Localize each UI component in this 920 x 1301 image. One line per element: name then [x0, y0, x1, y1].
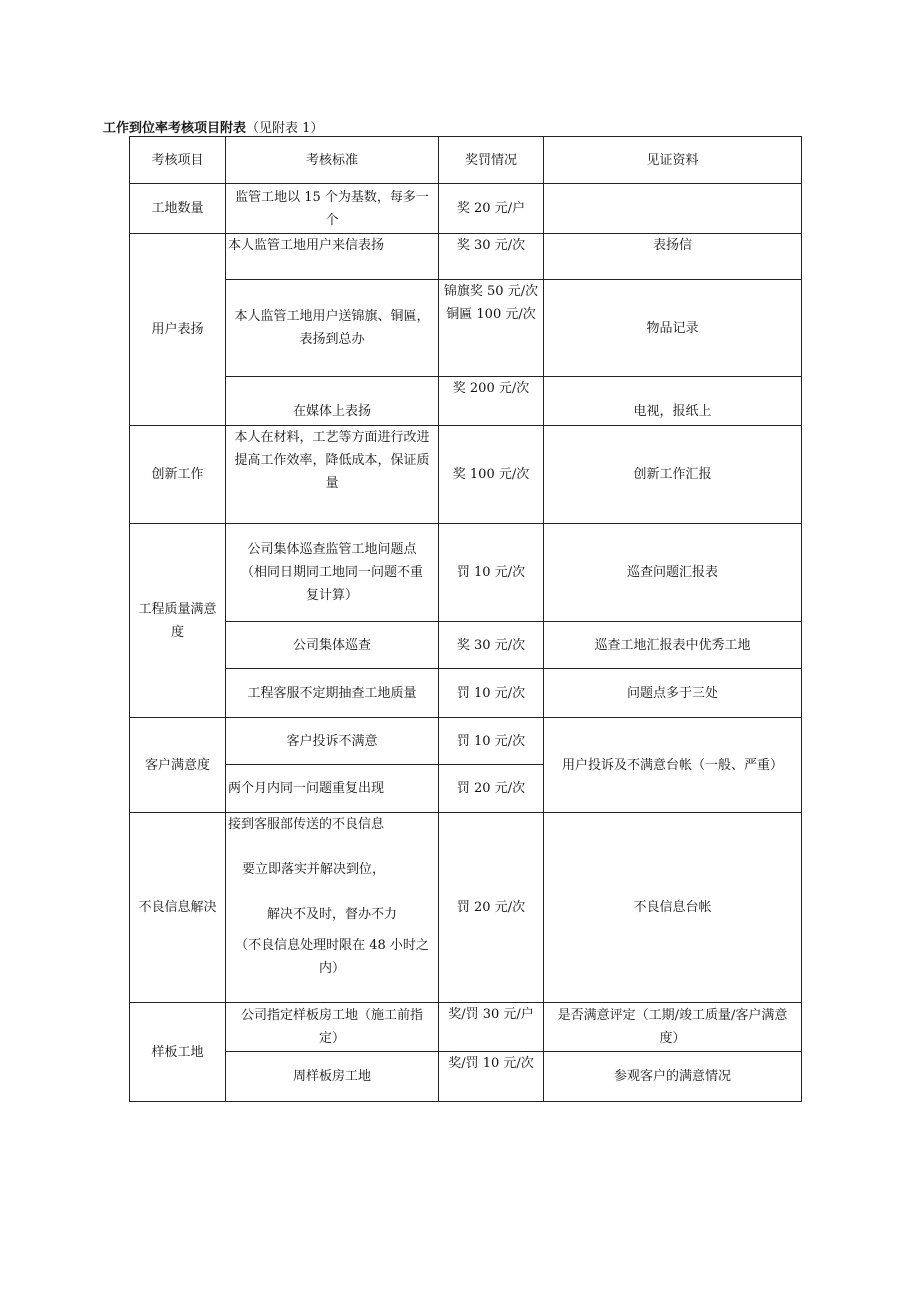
standard-cell: 周样板房工地 [226, 1052, 439, 1102]
standard-cell: 本人监管工地用户来信表扬 [226, 234, 439, 280]
evidence-cell: 表扬信 [544, 234, 802, 280]
title-note: （见附表 1） [246, 121, 324, 136]
item-cell: 客户满意度 [130, 718, 226, 813]
standard-cell: 工程客服不定期抽查工地质量 [226, 669, 439, 718]
page-title [103, 117, 323, 136]
reward-cell: 奖 30 元/次 [439, 622, 544, 669]
evidence-cell: 物品记录 [544, 280, 802, 377]
table-row [130, 813, 802, 1003]
reward-cell: 锦旗奖 50 元/次 铜匾 100 元/次 [439, 280, 544, 377]
header-reward: 奖罚情况 [439, 137, 544, 184]
table-row [130, 524, 802, 622]
reward-cell: 奖 100 元/次 [439, 426, 544, 524]
evidence-cell: 电视，报纸上 [544, 377, 802, 426]
table-row [130, 1003, 802, 1052]
item-cell: 创新工作 [130, 426, 226, 524]
table-row [130, 280, 802, 377]
evidence-cell: 问题点多于三处 [544, 669, 802, 718]
item-cell: 样板工地 [130, 1003, 226, 1102]
evidence-cell: 参观客户的满意情况 [544, 1052, 802, 1102]
table-row [130, 234, 802, 280]
reward-cell: 奖/罚 10 元/次 [439, 1052, 544, 1102]
standard-cell: 在媒体上表扬 [226, 377, 439, 426]
table-row [130, 622, 802, 669]
evidence-cell: 不良信息台帐 [544, 813, 802, 1003]
standard-cell: 客户投诉不满意 [226, 718, 439, 765]
evidence-cell: 巡查工地汇报表中优秀工地 [544, 622, 802, 669]
standard-cell: 接到客服部传送的不良信息 要立即落实并解决到位， 解决不及时，督办不力 （不良信息处理时限在 48 小时之 内） [226, 813, 439, 1003]
standard-cell: 公司集体巡查 [226, 622, 439, 669]
standard-cell: 两个月内同一问题重复出现 [226, 765, 439, 813]
reward-cell: 奖 20 元/户 [439, 184, 544, 234]
reward-cell: 罚 10 元/次 [439, 718, 544, 765]
table-row [130, 377, 802, 426]
standard-cell: 监管工地以 15 个为基数，每多一 个 [226, 184, 439, 234]
standard-cell: 公司指定样板房工地（施工前指 定） [226, 1003, 439, 1052]
evidence-cell: 巡查问题汇报表 [544, 524, 802, 622]
table-row [130, 426, 802, 524]
reward-cell: 罚 10 元/次 [439, 524, 544, 622]
item-cell: 用户表扬 [130, 234, 226, 426]
reward-cell: 罚 20 元/次 [439, 765, 544, 813]
standard-cell: 本人在材料，工艺等方面进行改进 提高工作效率，降低成本，保证质 量 [226, 426, 439, 524]
item-cell: 不良信息解决 [130, 813, 226, 1003]
header-standard: 考核标准 [226, 137, 439, 184]
reward-cell: 罚 10 元/次 [439, 669, 544, 718]
evidence-cell [544, 184, 802, 234]
header-item: 考核项目 [130, 137, 226, 184]
standard-cell: 公司集体巡查监管工地问题点 （相同日期同工地同一问题不重 复计算） [226, 524, 439, 622]
item-cell: 工程质量满意 度 [130, 524, 226, 718]
evidence-cell: 是否满意评定（工期/竣工质量/客户满意 度） [544, 1003, 802, 1052]
table-row [130, 718, 802, 765]
item-cell: 工地数量 [130, 184, 226, 234]
assessment-table [129, 136, 802, 1102]
standard-cell: 本人监管工地用户送锦旗、铜匾， 表扬到总办 [226, 280, 439, 377]
header-evidence: 见证资料 [544, 137, 802, 184]
reward-cell: 奖 200 元/次 [439, 377, 544, 426]
table-row [130, 1052, 802, 1102]
reward-cell: 罚 20 元/次 [439, 813, 544, 1003]
table-row [130, 669, 802, 718]
table-row [130, 184, 802, 234]
title-main: 工作到位率考核项目附表 [103, 121, 247, 136]
header-row [130, 137, 802, 184]
reward-cell: 奖 30 元/次 [439, 234, 544, 280]
reward-cell: 奖/罚 30 元/户 [439, 1003, 544, 1052]
evidence-cell: 用户投诉及不满意台帐（一般、严重） [544, 718, 802, 813]
evidence-cell: 创新工作汇报 [544, 426, 802, 524]
